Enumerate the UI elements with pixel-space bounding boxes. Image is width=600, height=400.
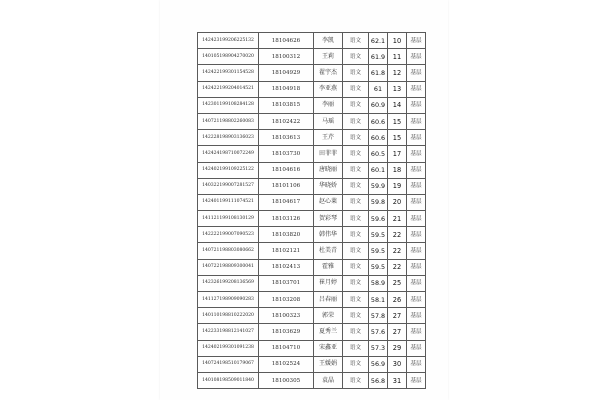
cell-rank: 10 — [388, 33, 407, 49]
table-row — [198, 372, 426, 388]
cell-exam-number: 18103629 — [259, 324, 314, 340]
cell-name: 李凯 — [314, 33, 343, 49]
cell-score: 57.6 — [369, 324, 388, 340]
cell-name: 翟宇杰 — [314, 65, 343, 81]
table-row — [198, 81, 426, 97]
cell-id-number: 140322199007281527 — [198, 178, 259, 194]
cell-subject: 语文 — [343, 308, 369, 324]
cell-rank: 29 — [388, 340, 407, 356]
cell-rank: 15 — [388, 113, 407, 129]
cell-score: 57.8 — [369, 308, 388, 324]
cell-level: 基层 — [407, 211, 426, 227]
table-row — [198, 178, 426, 194]
cell-rank: 13 — [388, 81, 407, 97]
cell-subject: 语文 — [343, 162, 369, 178]
cell-score: 56.8 — [369, 372, 388, 388]
cell-level: 基层 — [407, 49, 426, 65]
cell-name: 李亚燕 — [314, 81, 343, 97]
cell-name: 王莉 — [314, 49, 343, 65]
cell-level: 基层 — [407, 227, 426, 243]
cell-id-number: 140722198809300041 — [198, 259, 259, 275]
cell-subject: 语文 — [343, 113, 369, 129]
cell-subject: 语文 — [343, 33, 369, 49]
table-row — [198, 292, 426, 308]
cell-id-number: 141121199108130129 — [198, 211, 259, 227]
cell-subject: 语文 — [343, 340, 369, 356]
cell-rank: 18 — [388, 162, 407, 178]
cell-id-number: 142402199301091238 — [198, 340, 259, 356]
cell-score: 60.1 — [369, 162, 388, 178]
cell-id-number: 142424198710072249 — [198, 146, 259, 162]
cell-rank: 22 — [388, 243, 407, 259]
cell-rank: 12 — [388, 65, 407, 81]
cell-exam-number: 18104710 — [259, 340, 314, 356]
cell-id-number: 140105198904270020 — [198, 49, 259, 65]
cell-id-number: 142422199301154528 — [198, 65, 259, 81]
cell-name: 崔月婷 — [314, 275, 343, 291]
cell-subject: 语文 — [343, 178, 369, 194]
cell-level: 基层 — [407, 324, 426, 340]
cell-id-number: 142422199204014521 — [198, 81, 259, 97]
cell-id-number: 142228198903136023 — [198, 130, 259, 146]
cell-exam-number: 18100323 — [259, 308, 314, 324]
cell-score: 58.9 — [369, 275, 388, 291]
cell-score: 61.9 — [369, 49, 388, 65]
cell-level: 基层 — [407, 340, 426, 356]
cell-rank: 14 — [388, 97, 407, 113]
cell-exam-number: 18103613 — [259, 130, 314, 146]
cell-score: 61 — [369, 81, 388, 97]
cell-id-number: 142233198812141027 — [198, 324, 259, 340]
cell-name: 宋鑫亚 — [314, 340, 343, 356]
cell-level: 基层 — [407, 259, 426, 275]
cell-score: 59.6 — [369, 211, 388, 227]
cell-id-number: 140110198810222020 — [198, 308, 259, 324]
table-row — [198, 162, 426, 178]
cell-rank: 27 — [388, 308, 407, 324]
cell-name: 袁晶 — [314, 372, 343, 388]
cell-exam-number: 18103701 — [259, 275, 314, 291]
cell-score: 62.1 — [369, 33, 388, 49]
cell-rank: 27 — [388, 324, 407, 340]
cell-subject: 语文 — [343, 372, 369, 388]
cell-rank: 31 — [388, 372, 407, 388]
cell-score: 61.8 — [369, 65, 388, 81]
cell-score: 60.9 — [369, 97, 388, 113]
cell-score: 59.5 — [369, 227, 388, 243]
cell-level: 基层 — [407, 178, 426, 194]
cell-subject: 语文 — [343, 65, 369, 81]
cell-level: 基层 — [407, 243, 426, 259]
cell-rank: 19 — [388, 178, 407, 194]
cell-level: 基层 — [407, 308, 426, 324]
cell-subject: 语文 — [343, 243, 369, 259]
table-row — [198, 308, 426, 324]
cell-subject: 语文 — [343, 356, 369, 372]
cell-level: 基层 — [407, 292, 426, 308]
cell-subject: 语文 — [343, 97, 369, 113]
table-row — [198, 275, 426, 291]
table-row — [198, 113, 426, 129]
cell-name: 王媛娟 — [314, 356, 343, 372]
cell-subject: 语文 — [343, 146, 369, 162]
cell-id-number: 142326199208136569 — [198, 275, 259, 291]
cell-rank: 21 — [388, 211, 407, 227]
cell-subject: 语文 — [343, 227, 369, 243]
table-row — [198, 324, 426, 340]
cell-exam-number: 18100305 — [259, 372, 314, 388]
cell-rank: 26 — [388, 292, 407, 308]
cell-score: 60.6 — [369, 130, 388, 146]
cell-exam-number: 18102422 — [259, 113, 314, 129]
cell-name: 唐晓丽 — [314, 162, 343, 178]
cell-exam-number: 18103815 — [259, 97, 314, 113]
cell-score: 59.8 — [369, 194, 388, 210]
cell-level: 基层 — [407, 194, 426, 210]
cell-rank: 25 — [388, 275, 407, 291]
cell-name: 马瑶 — [314, 113, 343, 129]
table-row — [198, 340, 426, 356]
cell-level: 基层 — [407, 275, 426, 291]
cell-score: 57.3 — [369, 340, 388, 356]
cell-level: 基层 — [407, 146, 426, 162]
cell-score: 59.9 — [369, 178, 388, 194]
cell-level: 基层 — [407, 113, 426, 129]
table-row — [198, 211, 426, 227]
cell-exam-number: 18103208 — [259, 292, 314, 308]
cell-level: 基层 — [407, 130, 426, 146]
cell-score: 59.5 — [369, 259, 388, 275]
cell-rank: 11 — [388, 49, 407, 65]
score-table — [197, 32, 426, 389]
cell-subject: 语文 — [343, 49, 369, 65]
cell-subject: 语文 — [343, 259, 369, 275]
table-row — [198, 130, 426, 146]
cell-subject: 语文 — [343, 130, 369, 146]
cell-subject: 语文 — [343, 275, 369, 291]
cell-name: 韩伟华 — [314, 227, 343, 243]
cell-subject: 语文 — [343, 194, 369, 210]
cell-name: 李丽 — [314, 97, 343, 113]
cell-exam-number: 18104626 — [259, 33, 314, 49]
cell-exam-number: 18102413 — [259, 259, 314, 275]
cell-id-number: 142301199108284128 — [198, 97, 259, 113]
cell-id-number: 142423199206225132 — [198, 33, 259, 49]
cell-exam-number: 18104617 — [259, 194, 314, 210]
table-row — [198, 33, 426, 49]
cell-exam-number: 18101106 — [259, 178, 314, 194]
cell-exam-number: 18104918 — [259, 81, 314, 97]
cell-subject: 语文 — [343, 81, 369, 97]
table-row — [198, 194, 426, 210]
table-row — [198, 259, 426, 275]
cell-id-number: 142402199109225122 — [198, 162, 259, 178]
cell-score: 58.1 — [369, 292, 388, 308]
cell-level: 基层 — [407, 97, 426, 113]
cell-id-number: 140721198802260083 — [198, 113, 259, 129]
cell-name: 郭荣 — [314, 308, 343, 324]
cell-rank: 20 — [388, 194, 407, 210]
table-row — [198, 227, 426, 243]
cell-rank: 22 — [388, 227, 407, 243]
cell-exam-number: 18103730 — [259, 146, 314, 162]
cell-exam-number: 18103820 — [259, 227, 314, 243]
cell-name: 华晓娇 — [314, 178, 343, 194]
cell-subject: 语文 — [343, 211, 369, 227]
cell-exam-number: 18104616 — [259, 162, 314, 178]
table-row — [198, 49, 426, 65]
cell-exam-number: 18100312 — [259, 49, 314, 65]
score-table-body — [198, 33, 426, 389]
cell-name: 杜美青 — [314, 243, 343, 259]
table-row — [198, 97, 426, 113]
cell-id-number: 140108198509011840 — [198, 372, 259, 388]
cell-score: 60.5 — [369, 146, 388, 162]
cell-exam-number: 18102524 — [259, 356, 314, 372]
cell-score: 56.9 — [369, 356, 388, 372]
table-row — [198, 356, 426, 372]
cell-name: 夏秀兰 — [314, 324, 343, 340]
cell-exam-number: 18104929 — [259, 65, 314, 81]
table-row — [198, 243, 426, 259]
cell-exam-number: 18103126 — [259, 211, 314, 227]
cell-subject: 语文 — [343, 292, 369, 308]
cell-id-number: 140724198510179067 — [198, 356, 259, 372]
cell-name: 赵心莱 — [314, 194, 343, 210]
cell-level: 基层 — [407, 356, 426, 372]
cell-name: 吕春丽 — [314, 292, 343, 308]
cell-level: 基层 — [407, 81, 426, 97]
cell-score: 60.6 — [369, 113, 388, 129]
cell-rank: 15 — [388, 130, 407, 146]
cell-id-number: 141127198909090283 — [198, 292, 259, 308]
cell-level: 基层 — [407, 372, 426, 388]
cell-rank: 30 — [388, 356, 407, 372]
cell-id-number: 142222199007090523 — [198, 227, 259, 243]
cell-rank: 17 — [388, 146, 407, 162]
cell-id-number: 142401199111074521 — [198, 194, 259, 210]
cell-level: 基层 — [407, 65, 426, 81]
cell-level: 基层 — [407, 33, 426, 49]
cell-name: 贺彩琴 — [314, 211, 343, 227]
cell-name: 王芹 — [314, 130, 343, 146]
cell-subject: 语文 — [343, 324, 369, 340]
cell-level: 基层 — [407, 162, 426, 178]
table-row — [198, 146, 426, 162]
cell-score: 59.5 — [369, 243, 388, 259]
table-row — [198, 65, 426, 81]
cell-rank: 22 — [388, 259, 407, 275]
cell-name: 霍雅 — [314, 259, 343, 275]
cell-id-number: 140721198803080662 — [198, 243, 259, 259]
cell-name: 田菲菲 — [314, 146, 343, 162]
cell-exam-number: 18102121 — [259, 243, 314, 259]
